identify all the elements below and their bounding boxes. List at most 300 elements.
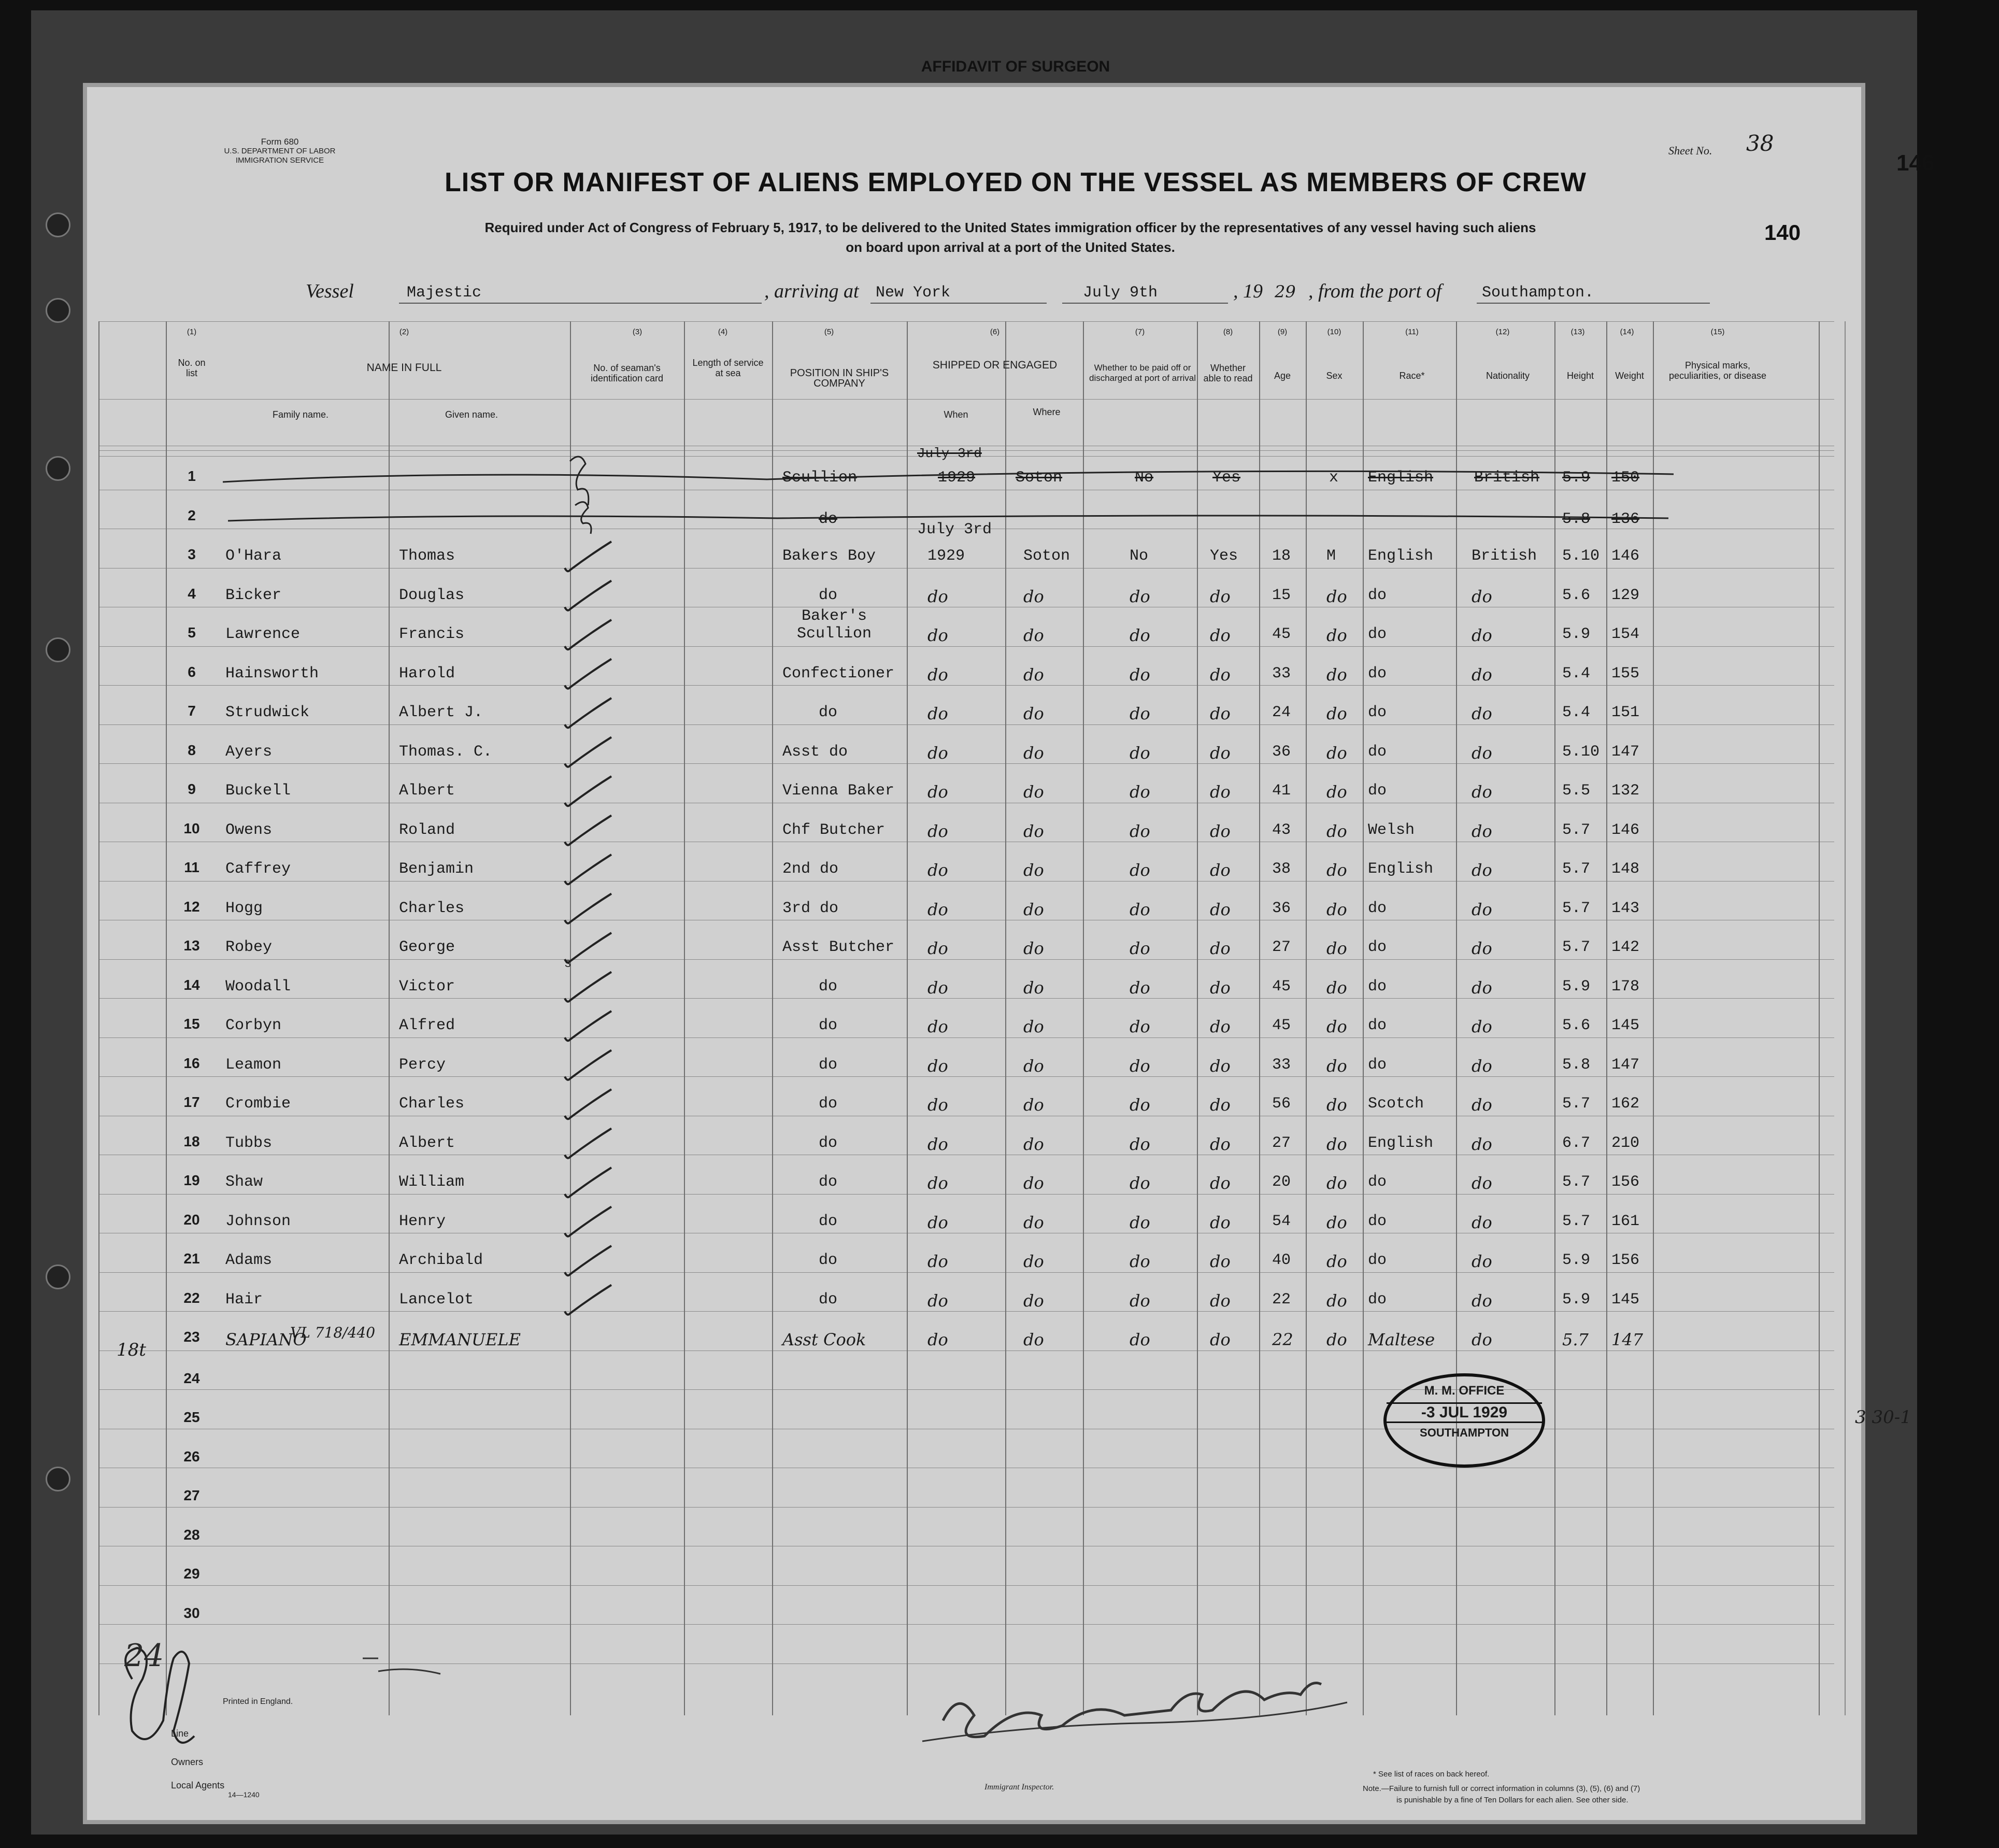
cell-position: Asst do <box>782 743 848 761</box>
cell-family-name: O'Hara <box>225 547 282 565</box>
cell-position: Confectioner <box>782 664 895 683</box>
cell-given-name: Charles <box>399 1095 465 1113</box>
cell-height: 5.5 <box>1562 782 1591 800</box>
cell-position: do <box>819 1212 838 1230</box>
cell-race: do <box>1368 626 1387 643</box>
subtitle-line-2: on board upon arrival at a port of the United States. <box>846 239 1175 255</box>
cell-paid-off: do <box>1130 1290 1150 1311</box>
row-number: 22 <box>183 1289 200 1306</box>
cell-height: 5.7 <box>1562 1330 1589 1349</box>
cell-weight: 146 <box>1611 547 1640 565</box>
check-mark <box>565 620 611 649</box>
cell-shipped-when: do <box>927 782 948 802</box>
cell-given-name: Francis <box>399 626 465 643</box>
header-where: Where <box>1033 407 1061 417</box>
races-note: * See list of races on back hereof. <box>1373 1770 1490 1779</box>
row-number: 29 <box>183 1566 200 1582</box>
cell-paid-off: do <box>1130 626 1150 645</box>
row23-margin-note: 18t <box>117 1340 146 1360</box>
check-mark <box>565 933 611 962</box>
cell-race: English <box>1368 1134 1434 1152</box>
cell-able-to-read: do <box>1210 1330 1231 1349</box>
cell-given-name: Alfred <box>399 1017 455 1034</box>
cell-nationality: do <box>1472 1056 1492 1076</box>
cell-shipped-where: Soton <box>1023 547 1070 565</box>
row-number: 3 <box>188 546 196 562</box>
vessel-label: Vessel <box>306 280 354 302</box>
cell-weight: 145 <box>1611 1017 1640 1034</box>
cell-nationality: do <box>1472 782 1492 802</box>
column-number: (3) <box>632 328 642 336</box>
struck-height-2: 5.8 <box>1562 510 1591 528</box>
cell-race: do <box>1368 1056 1387 1074</box>
cell-height: 5.6 <box>1562 1017 1591 1034</box>
cell-position: do <box>819 1134 838 1152</box>
row-number: 7 <box>188 703 196 719</box>
cell-nationality: do <box>1472 743 1492 763</box>
cell-age: 40 <box>1272 1252 1291 1269</box>
cell-weight: 142 <box>1611 939 1640 956</box>
row-number: 24 <box>183 1370 200 1386</box>
cell-shipped-when: do <box>927 743 948 763</box>
penalty-note-1: Note.—Failure to furnish full or correct information in columns (3), (5), (6) and (7) <box>1363 1784 1640 1793</box>
struck-paid: No <box>1135 469 1154 487</box>
cell-age: 20 <box>1272 1173 1291 1191</box>
row-number: 14 <box>183 976 200 993</box>
header-when: When <box>944 409 968 420</box>
cell-family-name: Adams <box>225 1252 273 1269</box>
cell-nationality: do <box>1472 1095 1492 1115</box>
cell-sex: do <box>1326 860 1347 880</box>
cell-able-to-read: do <box>1210 1056 1231 1076</box>
header-sex: Sex <box>1326 371 1343 381</box>
header-seaman-card: No. of seaman's identification card <box>590 363 664 383</box>
row-number: 20 <box>183 1211 200 1228</box>
cell-family-name: Buckell <box>225 782 291 800</box>
affidavit-header: AFFIDAVIT OF SURGEON <box>921 58 1110 75</box>
cell-sex: do <box>1326 664 1347 685</box>
cell-position: do <box>819 1173 838 1191</box>
cell-shipped-where: do <box>1023 939 1044 958</box>
header-physical: Physical marks, peculiarities, or disease <box>1668 360 1767 381</box>
cell-given-name: George <box>399 939 455 956</box>
header-age: Age <box>1274 371 1291 381</box>
left-margin-note: 24 <box>124 1638 164 1674</box>
cell-height: 5.7 <box>1562 860 1591 878</box>
cell-weight: 178 <box>1611 977 1640 996</box>
cell-shipped-where: do <box>1023 1134 1044 1154</box>
cell-shipped-when: do <box>927 860 948 880</box>
cell-able-to-read: do <box>1210 664 1231 685</box>
arrival-port: New York <box>876 284 951 302</box>
cell-family-name: Corbyn <box>225 1017 282 1034</box>
row-number: 10 <box>183 820 200 836</box>
cell-able-to-read: do <box>1210 743 1231 763</box>
cell-able-to-read: do <box>1210 899 1231 919</box>
column-number: (13) <box>1570 328 1585 336</box>
stamp-bottom: SOUTHAMPTON <box>1420 1426 1509 1439</box>
cell-given-name: Thomas <box>399 547 455 565</box>
header-nationality: Nationality <box>1486 371 1530 381</box>
cell-position: Chf Butcher <box>782 821 886 839</box>
stamp-top: M. M. OFFICE <box>1424 1384 1505 1398</box>
cell-sex: do <box>1326 1056 1347 1076</box>
cell-age: 36 <box>1272 743 1291 761</box>
cell-position: do <box>819 977 838 996</box>
row-number: 17 <box>183 1094 200 1110</box>
cell-shipped-where: do <box>1023 626 1044 645</box>
cell-sex: M <box>1326 547 1336 565</box>
cell-height: 5.7 <box>1562 821 1591 839</box>
row-number: 11 <box>184 859 199 875</box>
struck-position-2: do <box>819 510 838 528</box>
cell-shipped-where: do <box>1023 704 1044 723</box>
check-mark <box>565 1168 611 1197</box>
cell-race: do <box>1368 586 1387 604</box>
cell-shipped-where: do <box>1023 1017 1044 1036</box>
row-number: 16 <box>183 1055 200 1071</box>
row23-vl-note: VL 718/440 <box>290 1324 376 1341</box>
cell-family-name: Crombie <box>225 1095 291 1113</box>
cell-height: 5.6 <box>1562 586 1591 604</box>
cell-race: Welsh <box>1368 821 1415 839</box>
cell-race: do <box>1368 704 1387 721</box>
struck-when-top: July 3rd <box>917 446 982 461</box>
cell-family-name: Woodall <box>225 977 291 996</box>
header-paid-off: Whether to be paid off or discharged at port of arrival <box>1089 363 1196 383</box>
cell-given-name: Percy <box>399 1056 446 1074</box>
cell-family-name: Hogg <box>225 899 263 917</box>
cell-height: 5.9 <box>1562 1252 1591 1269</box>
cell-able-to-read: do <box>1210 1017 1231 1036</box>
right-margin-note: 3 30-1 <box>1855 1407 1911 1428</box>
cell-sex: do <box>1326 1330 1347 1349</box>
cell-age: 38 <box>1272 860 1291 878</box>
cell-age: 56 <box>1272 1095 1291 1113</box>
cell-given-name: Albert <box>399 782 455 800</box>
cell-able-to-read: do <box>1210 860 1231 880</box>
cell-shipped-when: do <box>927 1212 948 1232</box>
column-number: (1) <box>187 328 197 336</box>
cell-shipped-where: do <box>1023 1252 1044 1271</box>
cell-given-name: EMMANUELE <box>399 1330 521 1349</box>
cell-able-to-read: do <box>1210 626 1231 645</box>
cell-able-to-read: do <box>1210 1290 1231 1311</box>
check-mark <box>565 894 611 923</box>
service-name: IMMIGRATION SERVICE <box>235 156 324 165</box>
cell-given-name: Archibald <box>399 1252 483 1269</box>
line-label: Line <box>171 1728 189 1739</box>
check-mark <box>565 542 611 571</box>
cell-family-name: Bicker <box>225 586 282 604</box>
cell-shipped-where: do <box>1023 821 1044 841</box>
cell-family-name: SAPIANO <box>225 1330 307 1349</box>
row-number: 15 <box>183 1016 200 1032</box>
cell-nationality: do <box>1472 1017 1492 1036</box>
cell-shipped-where: do <box>1023 586 1044 606</box>
cell-paid-off: do <box>1130 1056 1150 1076</box>
cell-weight: 162 <box>1611 1095 1640 1113</box>
cell-position: do <box>819 586 838 604</box>
row-number: 30 <box>183 1604 200 1621</box>
cell-shipped-when: do <box>927 1134 948 1154</box>
cell-given-name: Charles <box>399 899 465 917</box>
cell-age: 27 <box>1272 939 1291 956</box>
cell-able-to-read: do <box>1210 586 1231 606</box>
check-mark <box>565 972 611 1002</box>
struck-weight: 150 <box>1611 469 1640 487</box>
cell-weight: 156 <box>1611 1252 1640 1269</box>
row-number: 6 <box>188 663 196 680</box>
from-port-label: , from the port of <box>1308 280 1442 302</box>
column-number: (7) <box>1135 328 1145 336</box>
struck-when: 1929 <box>938 469 976 487</box>
cell-height: 5.10 <box>1562 547 1600 565</box>
cell-able-to-read: do <box>1210 977 1231 998</box>
cell-able-to-read: do <box>1210 704 1231 723</box>
year-prefix: , 19 <box>1233 280 1263 302</box>
cell-race: do <box>1368 1212 1387 1230</box>
cell-nationality: do <box>1472 1173 1492 1193</box>
cell-sex: do <box>1326 1017 1347 1036</box>
cell-nationality: do <box>1472 860 1492 880</box>
header-no-on-list: No. on list <box>178 358 206 378</box>
check-mark <box>565 816 611 845</box>
cell-sex: do <box>1326 1212 1347 1232</box>
cell-age: 33 <box>1272 1056 1291 1074</box>
cell-sex: do <box>1326 1134 1347 1154</box>
struck-weight-2: 136 <box>1611 510 1640 528</box>
row-number: 12 <box>183 898 200 915</box>
cell-weight: 147 <box>1611 743 1640 761</box>
struck-position: Scullion <box>782 469 858 487</box>
form-code: 14—1240 <box>228 1790 260 1799</box>
column-number: (8) <box>1223 328 1233 336</box>
row-number: 21 <box>183 1250 200 1267</box>
cell-position: do <box>819 1017 838 1034</box>
cell-paid-off: do <box>1130 860 1150 880</box>
arrival-date: July 9th <box>1083 284 1158 302</box>
cell-given-name: Harold <box>399 664 455 683</box>
cell-position: Baker's Scullion <box>796 607 872 643</box>
header-length-service: Length of service at sea <box>692 358 764 378</box>
cell-nationality: do <box>1472 626 1492 645</box>
cell-family-name: Ayers <box>225 743 273 761</box>
cell-height: 5.7 <box>1562 899 1591 917</box>
cell-weight: 147 <box>1611 1330 1644 1349</box>
check-mark <box>565 1129 611 1158</box>
cell-weight: 145 <box>1611 1290 1640 1309</box>
column-number: (12) <box>1495 328 1510 336</box>
cell-able-to-read: do <box>1210 821 1231 841</box>
cell-shipped-where: do <box>1023 1056 1044 1076</box>
header-shipped: SHIPPED OR ENGAGED <box>932 359 1058 371</box>
cell-paid-off: do <box>1130 1173 1150 1193</box>
cell-age: 27 <box>1272 1134 1291 1152</box>
cell-race: do <box>1368 1252 1387 1269</box>
cell-age: 18 <box>1272 547 1291 565</box>
cell-shipped-where: do <box>1023 977 1044 998</box>
owners-label: Owners <box>171 1757 204 1767</box>
cell-position: Asst Cook <box>782 1330 866 1349</box>
when-top-row3: July 3rd <box>917 521 992 538</box>
cell-given-name: Henry <box>399 1212 446 1230</box>
cell-age: 22 <box>1272 1330 1293 1349</box>
row-number: 28 <box>183 1526 200 1543</box>
check-mark <box>565 855 611 884</box>
cell-sex: do <box>1326 1290 1347 1311</box>
stamp-date: -3 JUL 1929 <box>1387 1402 1542 1423</box>
printed-note: Printed in England. <box>223 1697 293 1706</box>
cell-position: do <box>819 1252 838 1269</box>
cell-paid-off: do <box>1130 704 1150 723</box>
cell-shipped-where: do <box>1023 743 1044 763</box>
cell-position: 3rd do <box>782 899 839 917</box>
cell-height: 5.4 <box>1562 704 1591 721</box>
cell-nationality: do <box>1472 899 1492 919</box>
stamp-number-second: 140 <box>1764 220 1801 245</box>
cell-race: do <box>1368 899 1387 917</box>
cell-height: 5.7 <box>1562 1095 1591 1113</box>
cell-race: do <box>1368 939 1387 956</box>
header-position: POSITION IN SHIP'S COMPANY <box>790 367 889 389</box>
cell-shipped-when: do <box>927 704 948 723</box>
cell-paid-off: do <box>1130 821 1150 841</box>
cell-weight: 146 <box>1611 821 1640 839</box>
cell-shipped-where: do <box>1023 1173 1044 1193</box>
cell-family-name: Johnson <box>225 1212 291 1230</box>
column-number: (2) <box>399 328 409 336</box>
cell-given-name: Douglas <box>399 586 465 604</box>
cell-given-name: Lancelot <box>399 1290 474 1309</box>
row-number: 26 <box>183 1448 200 1465</box>
cell-able-to-read: Yes <box>1210 547 1238 565</box>
column-number: (6) <box>990 328 1000 336</box>
cell-race: do <box>1368 1017 1387 1034</box>
cell-shipped-when: do <box>927 1252 948 1271</box>
cell-family-name: Shaw <box>225 1173 263 1191</box>
cell-sex: do <box>1326 977 1347 998</box>
row-number: 19 <box>183 1172 200 1188</box>
cell-race: do <box>1368 1173 1387 1191</box>
cell-position: 2nd do <box>782 860 839 878</box>
check-mark <box>565 776 611 806</box>
cell-shipped-where: do <box>1023 1330 1044 1349</box>
cell-shipped-when: do <box>927 1173 948 1193</box>
cell-weight: 151 <box>1611 704 1640 721</box>
cell-height: 5.7 <box>1562 1173 1591 1191</box>
struck-sex: x <box>1329 469 1339 487</box>
cell-given-name: Thomas. C. <box>399 743 493 761</box>
subtitle-line-1: Required under Act of Congress of February 5, 1917, to be delivered to the United States immigration officer by the representatives of any vessel having such aliens <box>484 220 1536 235</box>
cell-paid-off: do <box>1130 939 1150 958</box>
column-number: (14) <box>1620 328 1634 336</box>
cell-sex: do <box>1326 704 1347 723</box>
check-mark <box>565 1011 611 1041</box>
check-mark <box>565 1285 611 1315</box>
cell-sex: do <box>1326 1095 1347 1115</box>
header-able-read: Whether able to read <box>1203 363 1253 383</box>
cell-race: do <box>1368 1290 1387 1309</box>
cell-shipped-when: do <box>927 899 948 919</box>
check-mark <box>565 1246 611 1275</box>
cell-able-to-read: do <box>1210 1173 1231 1193</box>
cell-shipped-when: do <box>927 1017 948 1036</box>
cell-height: 5.7 <box>1562 939 1591 956</box>
cell-shipped-when: do <box>927 939 948 958</box>
cell-position: Asst Butcher <box>782 939 895 956</box>
cell-age: 15 <box>1272 586 1291 604</box>
cell-shipped-when: do <box>927 1330 948 1349</box>
row-number: 18 <box>183 1133 200 1149</box>
cell-able-to-read: do <box>1210 1212 1231 1232</box>
cell-weight: 132 <box>1611 782 1640 800</box>
cell-nationality: do <box>1472 821 1492 841</box>
cell-position: do <box>819 1095 838 1113</box>
column-number: (4) <box>718 328 728 336</box>
header-given-name: Given name. <box>445 409 498 420</box>
cell-race: English <box>1368 860 1434 878</box>
cell-height: 5.7 <box>1562 1212 1591 1230</box>
cell-position: do <box>819 1056 838 1074</box>
cell-height: 5.10 <box>1562 743 1600 761</box>
cell-paid-off: do <box>1130 899 1150 919</box>
row-number: 1 <box>188 468 196 484</box>
cell-age: 45 <box>1272 1017 1291 1034</box>
row-number: 2 <box>188 507 196 523</box>
cell-height: 5.9 <box>1562 977 1591 996</box>
cell-shipped-when: 1929 <box>927 547 965 565</box>
struck-where: Soton <box>1016 469 1063 487</box>
column-number: (9) <box>1277 328 1288 336</box>
cell-given-name: Victor <box>399 977 455 996</box>
row-number: 23 <box>183 1329 200 1345</box>
cell-family-name: Strudwick <box>225 704 310 721</box>
check-mark <box>565 737 611 767</box>
cell-age: 33 <box>1272 664 1291 683</box>
cell-weight: 154 <box>1611 626 1640 643</box>
cell-sex: do <box>1326 1252 1347 1271</box>
departure-port: Southampton. <box>1482 284 1594 302</box>
arriving-label: , arriving at <box>764 280 859 302</box>
cell-race: do <box>1368 977 1387 996</box>
cell-nationality: do <box>1472 1212 1492 1232</box>
column-number: (5) <box>824 328 834 336</box>
cell-age: 22 <box>1272 1290 1291 1309</box>
check-mark <box>565 1207 611 1236</box>
cell-nationality: do <box>1472 1330 1492 1349</box>
row-number: 25 <box>183 1409 200 1425</box>
cell-race: English <box>1368 547 1434 565</box>
cell-position: Bakers Boy <box>782 547 876 565</box>
cell-paid-off: do <box>1130 1212 1150 1232</box>
row-number: 27 <box>183 1487 200 1503</box>
column-number: (10) <box>1327 328 1341 336</box>
cell-paid-off: do <box>1130 586 1150 606</box>
cell-shipped-when: do <box>927 1290 948 1311</box>
vessel-name: Majestic <box>407 284 482 302</box>
cell-family-name: Hainsworth <box>225 664 319 683</box>
cell-given-name: William <box>399 1173 465 1191</box>
cell-able-to-read: do <box>1210 1134 1231 1154</box>
cell-shipped-where: do <box>1023 782 1044 802</box>
sheet-number-value: 38 <box>1746 131 1774 156</box>
cell-sex: do <box>1326 899 1347 919</box>
cell-family-name: Leamon <box>225 1056 282 1074</box>
header-race: Race* <box>1399 371 1425 381</box>
office-stamp <box>1383 1373 1545 1468</box>
cell-shipped-when: do <box>927 977 948 998</box>
